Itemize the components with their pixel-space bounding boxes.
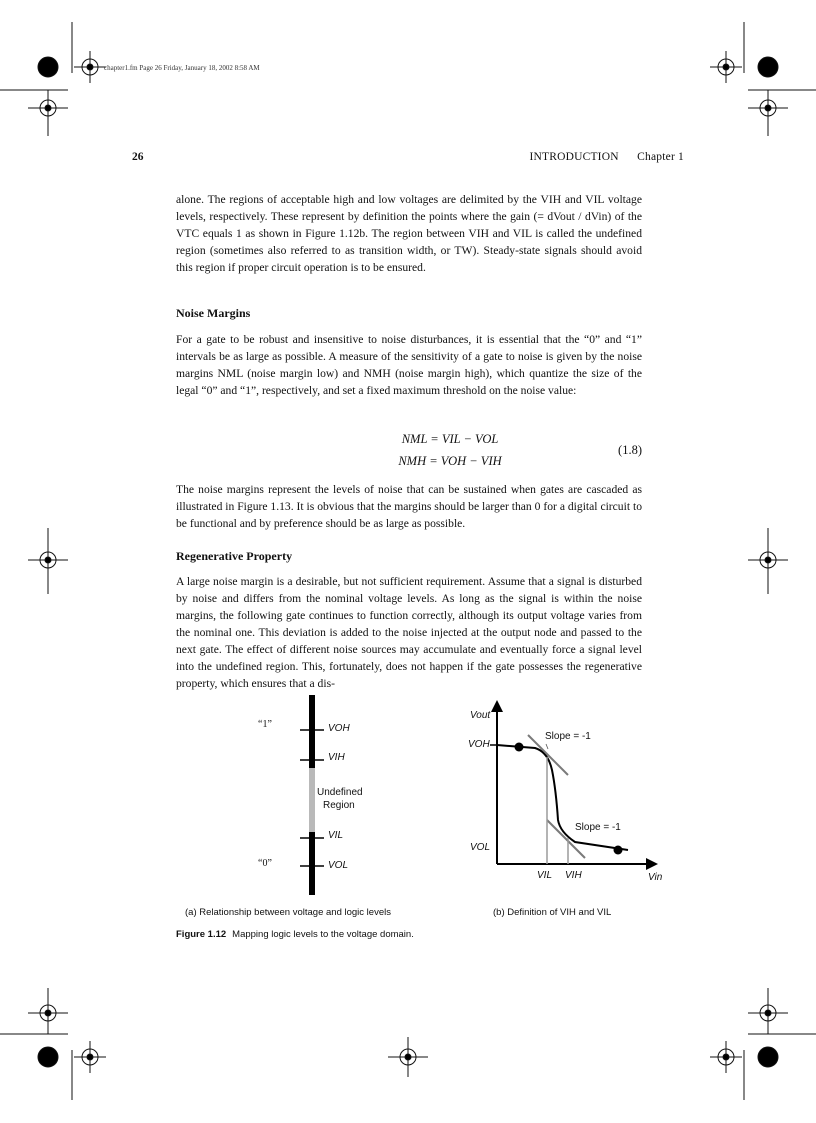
label-vout: Vout <box>470 710 491 721</box>
y-axis-arrow-icon <box>491 700 503 712</box>
label-vih-left: VIH <box>328 752 345 763</box>
label-undefined: Undefined <box>317 787 363 798</box>
paragraph-cascade: The noise margins represent the levels of noise that can be sustained when gates are cascaded as illustrated in Figure 1.13. It is obvious that the margins should be larger than 0 for a digital circuit to be functional and by preference should be as large as possible. <box>176 483 642 530</box>
paragraph-regenerative: A large noise margin is a desirable, but not sufficient requirement. Assume that a signal is disturbed by noise and differs from the nominal voltage levels. As long as the signal is within the noise margins, the following gate continues to function correctly, although its output voltage varies from the nominal one. This deviation is added to the noise injected at the output node and passed to the next gate. The effect of different noise sources may accumulate and eventually force a signal level into the undefined region. This, fortunately, does not happen if the gate possesses the regenerative property, which ensures that a dis- <box>176 575 642 690</box>
paragraph-noise-margins: For a gate to be robust and insensitive to noise disturbances, it is essential that the “0” and “1” intervals be as large as possible. A measure of the sensitivity of a gate to noise is given by the noise margins NML (noise margin low) and NMH (noise margin high), which quantize the size of the legal “0” and “1”, respectively, and set a fixed maximum threshold on the noise value: <box>176 333 642 397</box>
label-vol-left: VOL <box>328 860 349 871</box>
figure-title: Mapping logic levels to the voltage domain. <box>232 929 414 940</box>
page-number: 26 <box>132 151 144 163</box>
label-voh-left: VOH <box>328 723 350 734</box>
caption-b: (b) Definition of VIH and VIL <box>493 907 612 918</box>
equation-nmh: NMH = VOH − VIH <box>398 454 502 468</box>
caption-a: (a) Relationship between voltage and logic levels <box>185 907 391 918</box>
logic-zero-bar <box>309 832 315 895</box>
voh-point <box>515 743 524 752</box>
label-voh-right: VOH <box>468 739 490 750</box>
label-slope-bottom: Slope = -1 <box>575 822 621 833</box>
logic-one-bar <box>309 695 315 768</box>
vtc-plot <box>490 700 658 870</box>
label-vil-right: VIL <box>537 870 553 881</box>
label-vih-right: VIH <box>565 870 582 881</box>
heading-noise-margins: Noise Margins <box>176 306 251 320</box>
slope-leader-top <box>546 744 548 749</box>
undefined-region-bar <box>309 768 315 832</box>
x-axis-arrow-icon <box>646 858 658 870</box>
label-vol-right: VOL <box>470 842 491 853</box>
equation-number: (1.8) <box>618 443 642 457</box>
heading-regenerative: Regenerative Property <box>176 549 293 563</box>
paragraph-intro: alone. The regions of acceptable high and low voltages are delimited by the VIH and VIL voltage levels, respectively. These represent by definition the points where the gain (= dVout / dVin) of the VTC equals 1 as shown in Figure 1.12b. The region between VIH and VIL is called the undefined region (sometimes also referred to as transition width, or TW). Steady-state signals should avoid this region if proper circuit operation is to be ensured. <box>176 193 642 274</box>
label-slope-top: Slope = -1 <box>545 731 591 742</box>
label-logic-zero: “0” <box>258 858 272 869</box>
figure-number: Figure 1.12 <box>176 929 227 940</box>
label-region: Region <box>323 800 355 811</box>
figure-caption <box>176 929 414 940</box>
label-logic-one: “1” <box>258 719 272 730</box>
equation-nml: NML = VIL − VOL <box>401 432 499 446</box>
running-title: INTRODUCTION Chapter 1 <box>529 151 684 163</box>
label-vil-left: VIL <box>328 830 344 841</box>
print-stamp: chapter1.fm Page 26 Friday, January 18, 2002 8:58 AM <box>104 64 260 72</box>
vol-point <box>614 846 623 855</box>
label-vin: Vin <box>648 872 663 883</box>
